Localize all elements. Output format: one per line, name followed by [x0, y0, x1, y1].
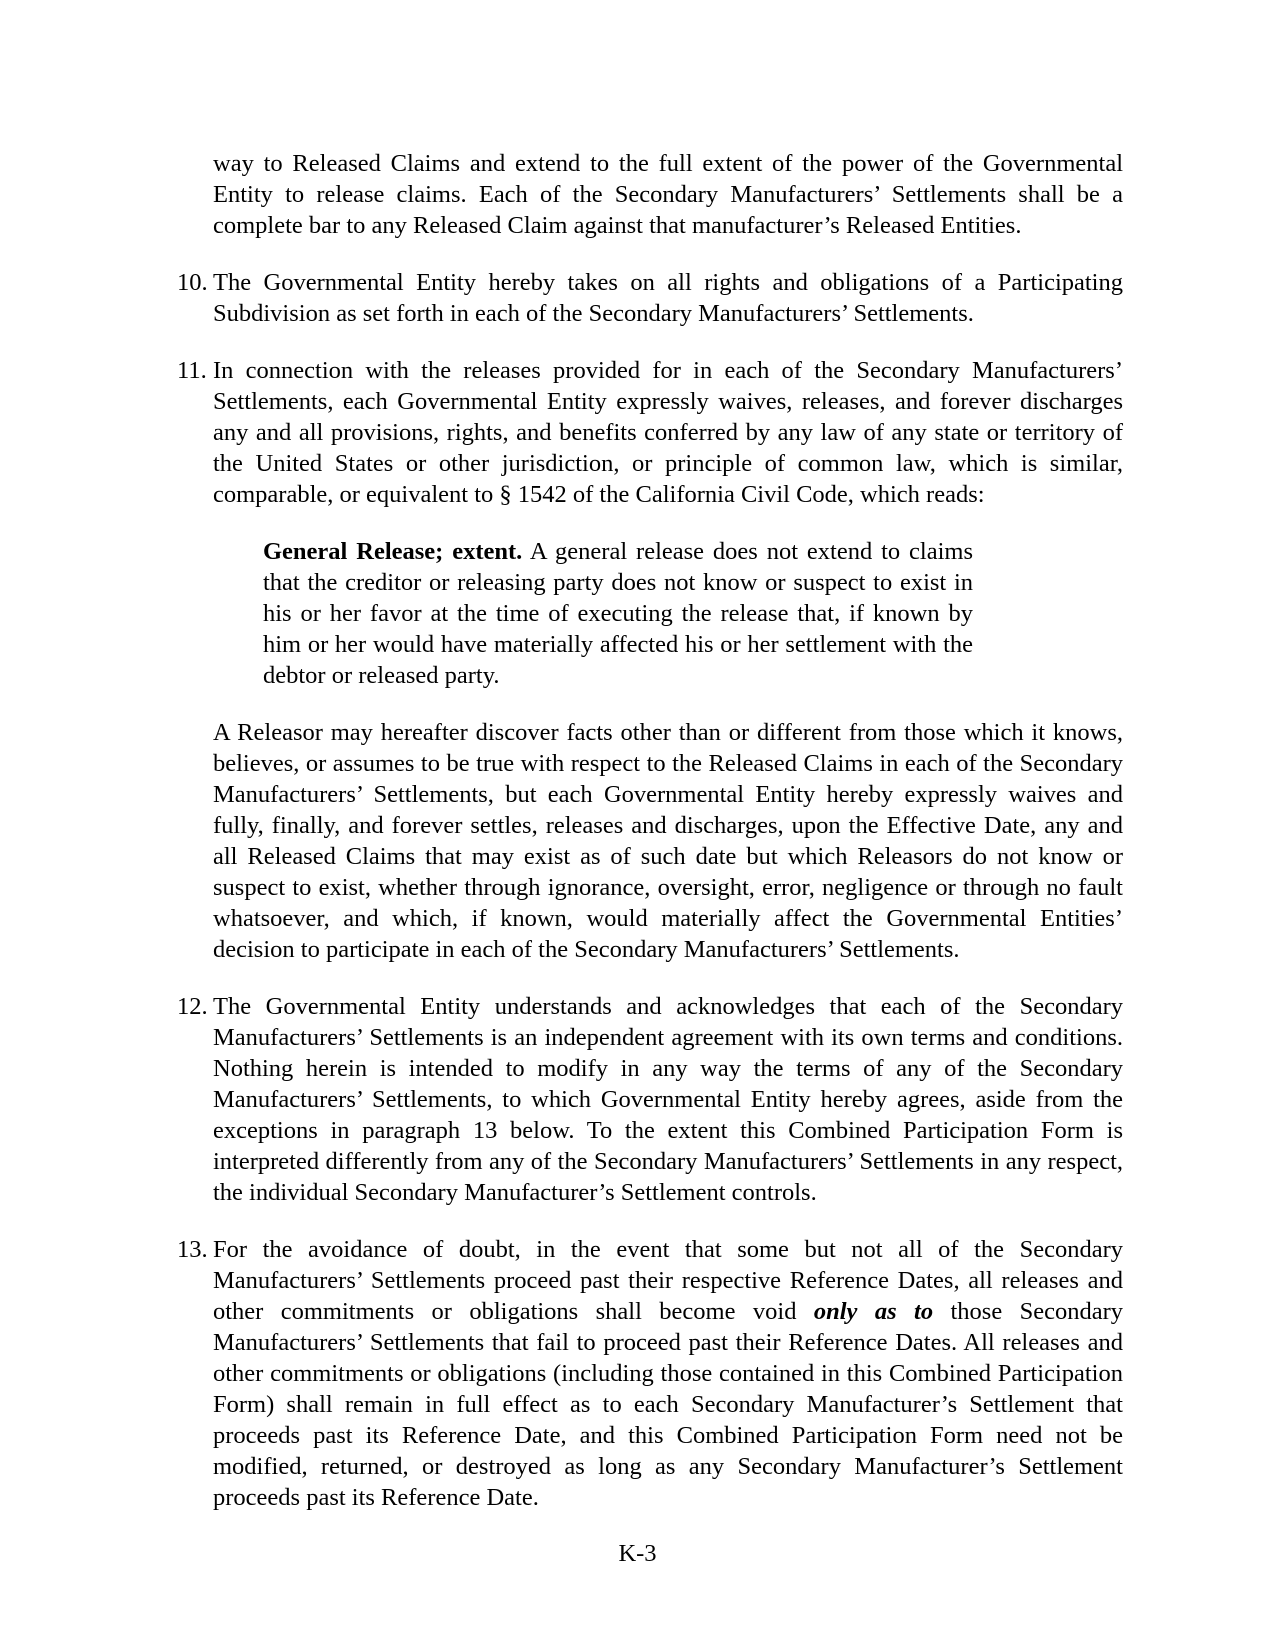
blockquote-lead: General Release; extent. — [263, 538, 523, 565]
blockquote-text: A general release does not extend to claims that the creditor or releasing party does not know or suspect to exist in his or her favor at the time of executing the release that, if known by him or her would have materially affected his or her settlement with the debtor or released party. — [263, 538, 973, 689]
paragraph-intro-continuation: way to Released Claims and extend to the full extent of the power of the Governmental Entity to release claims. Each of the Secondary Manufacturers’ Settlements shall be a complete bar to any Released Claim against that manufacturer’s Released Entities. — [213, 150, 1123, 239]
paragraph-11 — [177, 355, 1123, 510]
blockquote-general-release — [263, 536, 973, 691]
paragraph-13-emphasis: only as to — [813, 1298, 934, 1325]
document-body — [177, 148, 1124, 1539]
paragraph-11-number: 11. — [177, 357, 207, 384]
paragraph-13-text-after: those Secondary Manufacturers’ Settlements that fail to proceed past their Reference Dates. All releases and other commitments or obligations (including those contained in this Combined Participation Form) shall remain in full effect as to each Secondary Manufacturer’s Settlement that proceeds past its Reference Date, and this Combined Participation Form need not be modified, returned, or destroyed as long as any Secondary Manufacturer’s Settlement proceeds past its Reference Date. — [213, 1298, 1124, 1511]
paragraph-10 — [177, 267, 1123, 329]
paragraph-11-text: In connection with the releases provided for in each of the Secondary Manufacturers’ Settlements, each Governmental Entity expressly waives, releases, and forever discharges any and all provisions, rights, and benefits conferred by any law of any state or territory of the United States or other jurisdiction, or principle of common law, which is similar, comparable, or equivalent to § 1542 of the California Civil Code, which reads: — [213, 357, 1123, 508]
paragraph-13-text-before: For the avoidance of doubt, in the event that some but not all of the Secondary Manufacturers’ Settlements proceed past their respective Reference Dates, all releases and other commitments or obligations shall become void — [213, 1236, 1123, 1325]
paragraph-13-number: 13. — [177, 1236, 208, 1263]
page-number: K-3 — [618, 1540, 657, 1567]
paragraph-13 — [177, 1234, 1124, 1513]
paragraph-12-text: The Governmental Entity understands and acknowledges that each of the Secondary Manufacturers’ Settlements is an independent agreement with its own terms and conditions. Nothing herein is intended to modify in any way the terms of any of the Secondary Manufacturers’ Settlements, to which Governmental Entity hereby agrees, aside from the exceptions in paragraph 13 below. To the extent this Combined Participation Form is interpreted differently from any of the Secondary Manufacturers’ Settlements in any respect, the individual Secondary Manufacturer’s Settlement controls. — [213, 993, 1123, 1206]
paragraph-10-text: The Governmental Entity hereby takes on all rights and obligations of a Participating Subdivision as set forth in each of the Secondary Manufacturers’ Settlements. — [213, 269, 1123, 327]
paragraph-13-text — [213, 1234, 1123, 1513]
paragraph-12-number: 12. — [177, 993, 208, 1020]
paragraph-12 — [177, 991, 1123, 1208]
paragraph-releasor: A Releasor may hereafter discover facts other than or different from those which it knows, believes, or assumes to be true with respect to the Released Claims in each of the Secondary Manufacturers’ Settlements, but each Governmental Entity hereby expressly waives and fully, finally, and forever settles, releases and discharges, upon the Effective Date, any and all Released Claims that may exist as of such date but which Releasors do not know or suspect to exist, whether through ignorance, oversight, error, negligence or through no fault whatsoever, and which, if known, would materially affect the Governmental Entities’ decision to participate in each of the Secondary Manufacturers’ Settlements. — [213, 719, 1123, 963]
paragraph-10-number: 10. — [177, 269, 208, 296]
